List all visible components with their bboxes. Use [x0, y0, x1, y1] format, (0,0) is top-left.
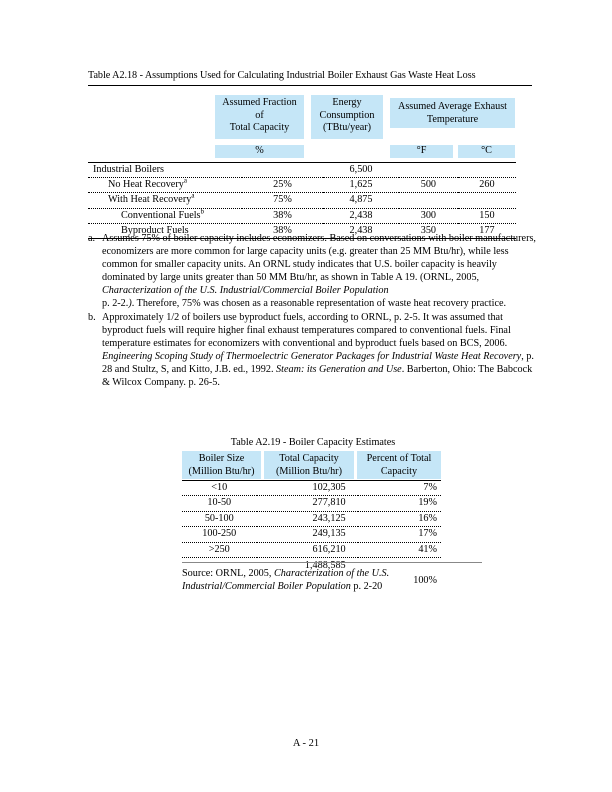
table-row [182, 481, 441, 496]
total-percent: 100% [413, 575, 437, 587]
row-temp-c: 150 [458, 208, 516, 223]
row-energy: 1,625 [323, 178, 399, 193]
header-assumed-fraction [215, 95, 304, 139]
footnote-b-marker: b. [88, 311, 96, 323]
footnote-marker: a [183, 176, 187, 185]
table-row [182, 527, 441, 542]
header-unit-celsius: °C [458, 145, 515, 158]
header-energy-line1: Energy [332, 97, 362, 108]
header-energy-line2: Consumption [319, 109, 375, 121]
table-a219-title: Table A2.19 - Boiler Capacity Estimates [230, 437, 396, 448]
footnote-a-italic: Characterization of the U.S. Industrial/Commercial Boiler Population [102, 285, 389, 297]
table-a218 [88, 162, 516, 239]
footnote-a-marker: a. [88, 233, 96, 244]
row-capacity: 243,125 [257, 511, 358, 526]
row-energy: 2,438 [323, 208, 399, 223]
footnote-b [88, 311, 538, 390]
footnotes-block [88, 232, 538, 389]
row-temp-c: 177 [458, 223, 516, 238]
header-percent-line1: Percent of Total [366, 453, 432, 464]
row-temp-c [458, 163, 516, 178]
row-energy: 6,500 [323, 163, 399, 178]
row-fraction: 25% [242, 178, 323, 193]
table-row [88, 208, 516, 223]
row-capacity: 249,135 [257, 527, 358, 542]
row-fraction [242, 163, 323, 178]
row-capacity: 277,810 [257, 496, 358, 511]
row-temp-f: 500 [399, 178, 458, 193]
source-prefix: Source: ORNL, 2005, [182, 568, 274, 579]
header-temperature-line2: Temperature [426, 113, 479, 125]
row-label: No Heat Recovery$^a$ [88, 178, 242, 193]
row-size: 50-100 [182, 511, 257, 526]
footnote-b-text2: , p. 28 and Stultz, S, and Kitto, J.B. ed., 1992. [102, 350, 534, 375]
row-label: Industrial Boilers [88, 163, 242, 178]
row-percent: 7% [358, 481, 441, 496]
row-fraction: 38% [242, 208, 323, 223]
header-unit-fahrenheit: °F [390, 145, 453, 158]
header-energy-consumption [311, 95, 383, 139]
header-total-capacity-line2: (Million Btu/hr) [276, 466, 342, 478]
row-size: 10-50 [182, 496, 257, 511]
header-energy-line3: (TBtu/year) [322, 122, 372, 134]
row-percent: 17% [358, 527, 441, 542]
source-italic: Characterization of the U.S. Industrial/Commercial Boiler Population [182, 568, 390, 593]
footnote-marker: b [200, 207, 205, 216]
row-fraction: 75% [242, 193, 323, 208]
footnote-b-italic2: Steam: its Generation and Use [276, 363, 402, 375]
row-size: 100-250 [182, 527, 257, 542]
row-energy: 4,875 [323, 193, 399, 208]
header-unit-percent: % [215, 145, 304, 158]
table-row [88, 178, 516, 193]
header-percent-line2: Capacity [380, 466, 418, 478]
row-percent: 41% [358, 542, 441, 557]
header-assumed-fraction-line3: Total Capacity [229, 122, 290, 134]
row-size: <10 [182, 481, 257, 496]
row-capacity: 616,210 [257, 542, 358, 557]
row-label: Byproduct Fuels [88, 223, 242, 238]
table-a219-source [182, 562, 482, 594]
table-row [182, 511, 441, 526]
footnote-a [88, 232, 538, 297]
source-suffix: p. 2-20 [350, 581, 383, 593]
footnote-b-text: Approximately 1/2 of boilers use byproduct fuels, according to ORNL, p. 2-5. It was assumed that byproduct fuels will require higher final exhaust temperatures compared to conventional fuels. Final temperature estimates for economizers with conventional and byproduct fuels based on BCS, 2006. [102, 311, 511, 349]
table-row [182, 542, 441, 557]
row-temp-f: 350 [399, 223, 458, 238]
row-temp-f [399, 193, 458, 208]
header-boiler-size [182, 451, 261, 479]
row-capacity: 102,305 [257, 481, 358, 496]
header-assumed-fraction-line1: Assumed Fraction [222, 97, 297, 108]
footnote-a-cont [88, 297, 538, 310]
header-total-capacity-line1: Total Capacity [279, 453, 339, 464]
row-percent: 19% [358, 496, 441, 511]
row-size: >250 [182, 542, 257, 557]
footnote-a-text: Assumes 75% of boiler capacity includes economizers. Based on conversations with boiler manufacturers, economizers are more common for large capacity units (e.g. greater than 25 MM Btu/hr), while less common for smaller capacity units. An ORNL study indicates that U.S. boiler capacity is heavily dominated by large units greater than 50 MM Btu/hr, as shown in Table A 19. (ORNL, 2005, [102, 233, 536, 284]
row-temp-f [399, 163, 458, 178]
footnote-marker: a [191, 192, 195, 201]
table-row [88, 163, 516, 178]
row-temp-c: 260 [458, 178, 516, 193]
footnote-b-italic1: Engineering Scoping Study of Thermoelectric Generator Packages for Industrial Waste Heat Recovery [102, 350, 522, 362]
page-number: A - 21 [292, 738, 320, 749]
table-row [88, 193, 516, 208]
header-temperature-line1: Assumed Average Exhaust [397, 101, 508, 112]
row-label: Conventional Fuels$^b$ [88, 208, 242, 223]
footnote-a-p22-line: p. 2-2.). Therefore, 75% was chosen as a reasonable representation of waste heat recovery practice. [102, 298, 507, 310]
row-percent: 16% [358, 511, 441, 526]
footnote-b-text3: . Barberton, Ohio: The Babcock & Wilcox Company. p. 26-5. [102, 363, 533, 389]
total-capacity: 1,488,585 [257, 558, 358, 574]
table-a218-title: Table A2.18 - Assumptions Used for Calculating Industrial Boiler Exhaust Gas Waste Heat Loss [88, 69, 532, 86]
row-energy: 2,438 [323, 223, 399, 238]
row-temp-f: 300 [399, 208, 458, 223]
header-boiler-size-line1: Boiler Size [198, 453, 245, 464]
row-label: With Heat Recovery$^a$ [88, 193, 242, 208]
header-assumed-fraction-line2: of [255, 109, 264, 121]
row-temp-c [458, 193, 516, 208]
header-exhaust-temperature [390, 98, 515, 128]
header-percent-of-total [357, 451, 441, 479]
header-total-capacity [264, 451, 354, 479]
table-row [182, 496, 441, 511]
row-fraction: 38% [242, 223, 323, 238]
header-boiler-size-line2: (Million Btu/hr) [188, 466, 255, 478]
